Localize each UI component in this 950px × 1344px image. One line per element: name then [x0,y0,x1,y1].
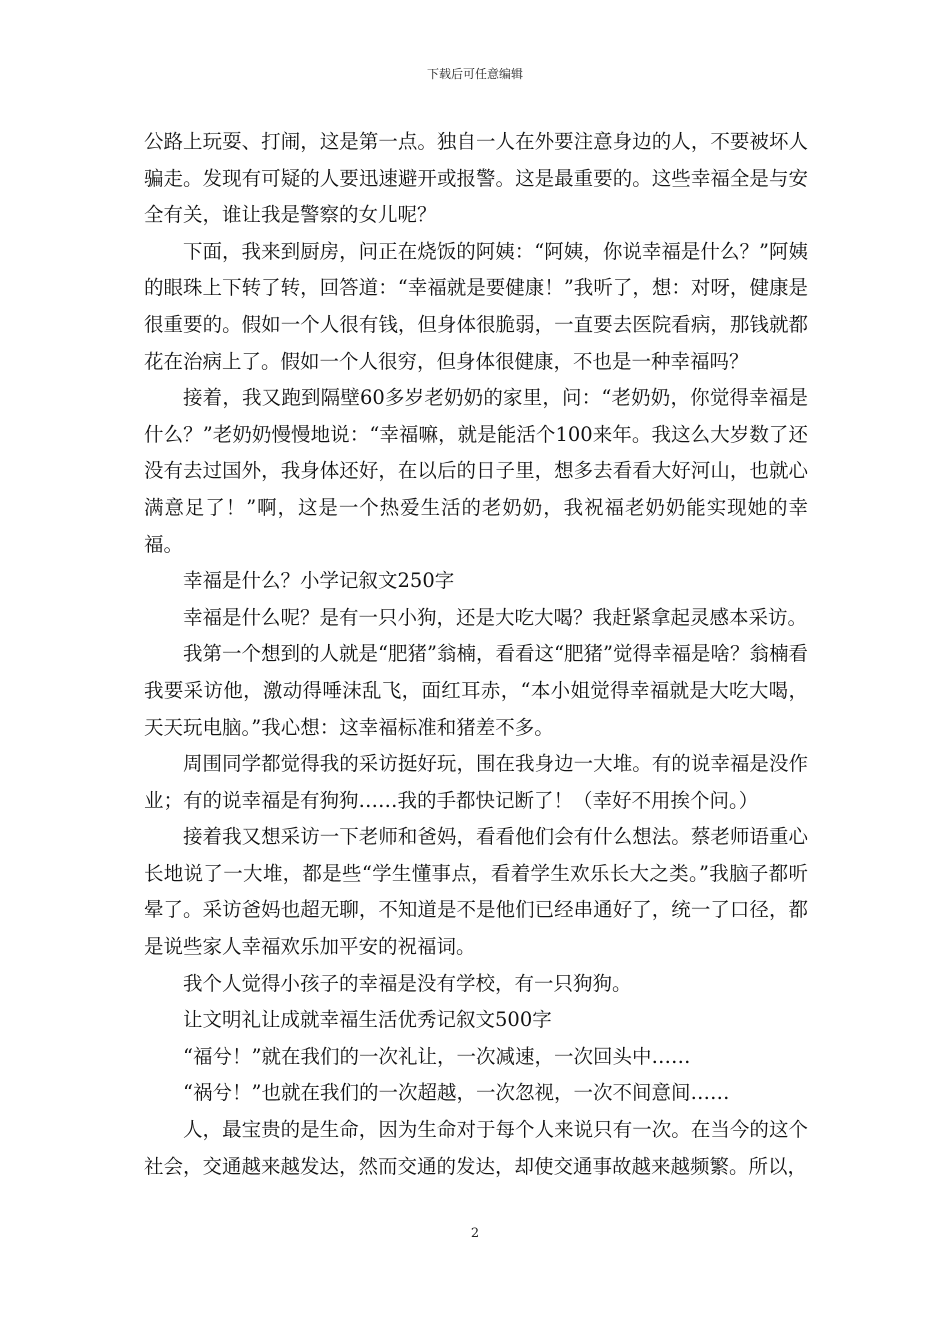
paragraph-13: 人，最宝贵的是生命，因为生命对于每个人来说只有一次。在当今的这个社会，交通越来越发达，然而交通的发达，却使交通事故越来越频繁。所以， [144,1118,808,1178]
page-header: 下载后可任意编辑 [426,67,523,81]
page-number: 2 [470,1226,480,1241]
paragraph-3: 接着，我又跑到隔壁60多岁老奶奶的家里，问：“老奶奶，你觉得幸福是什么？”老奶奶慢慢地说：“幸福嘛，就是能活个100来年。我这么大岁数了还没有去过国外，我身体还好，在以后的日子里，想多去看看大好河山，也就心满意足了！”啊，这是一个热爱生活的老奶奶，我祝福老奶奶能实现她的幸福。 [144,386,808,556]
paragraph-2: 下面，我来到厨房，问正在烧饭的阿姨：“阿姨，你说幸福是什么？”阿姨的眼珠上下转了转，回答道：“幸福就是要健康！”我听了，想：对呀，健康是很重要的。假如一个人很有钱，但身体很脆弱，一直要去医院看病，那钱就都花在治病上了。假如一个人很穷，但身体很健康，不也是一种幸福吗？ [144,239,808,373]
paragraph-11: “福兮！”就在我们的一次礼让，一次减速，一次回头中…… [183,1044,691,1068]
section-heading-2: 让文明礼让成就幸福生活优秀记叙文500字 [183,1008,552,1032]
document-body [144,124,808,1185]
paragraph-5: 幸福是什么呢？是有一只小狗，还是大吃大喝？我赶紧拿起灵感本采访。 [183,605,808,629]
paragraph-7: 周围同学都觉得我的采访挺好玩，围在我身边一大堆。有的说幸福是没作业；有的说幸福是有狗狗……我的手都快记断了！（幸好不用挨个问。） [144,752,808,812]
paragraph-1: 公路上玩耍、打闹，这是第一点。独自一人在外要注意身边的人，不要被坏人骗走。发现有可疑的人要迅速避开或报警。这是最重要的。这些幸福全是与安全有关，谁让我是警察的女儿呢？ [144,130,808,227]
paragraph-8: 接着我又想采访一下老师和爸妈，看看他们会有什么想法。蔡老师语重心长地说了一大堆，都是些“学生懂事点，看着学生欢乐长大之类。”我脑子都听晕了。采访爸妈也超无聊，不知道是不是他们已经串通好了，统一了口径，都是说些家人幸福欢乐加平安的祝福词。 [144,825,808,959]
paragraph-9: 我个人觉得小孩子的幸福是没有学校，有一只狗狗。 [183,971,632,995]
paragraph-6: 我第一个想到的人就是“肥猪”翁楠，看看这“肥猪”觉得幸福是啥？翁楠看我要采访他，激动得唾沫乱飞，面红耳赤，“本小姐觉得幸福就是大吃大喝，天天玩电脑。”我心想：这幸福标准和猪差不多。 [144,642,808,739]
paragraph-12: “祸兮！”也就在我们的一次超越，一次忽视，一次不间意间…… [183,1081,730,1105]
section-heading-1: 幸福是什么？小学记叙文250字 [183,569,455,593]
